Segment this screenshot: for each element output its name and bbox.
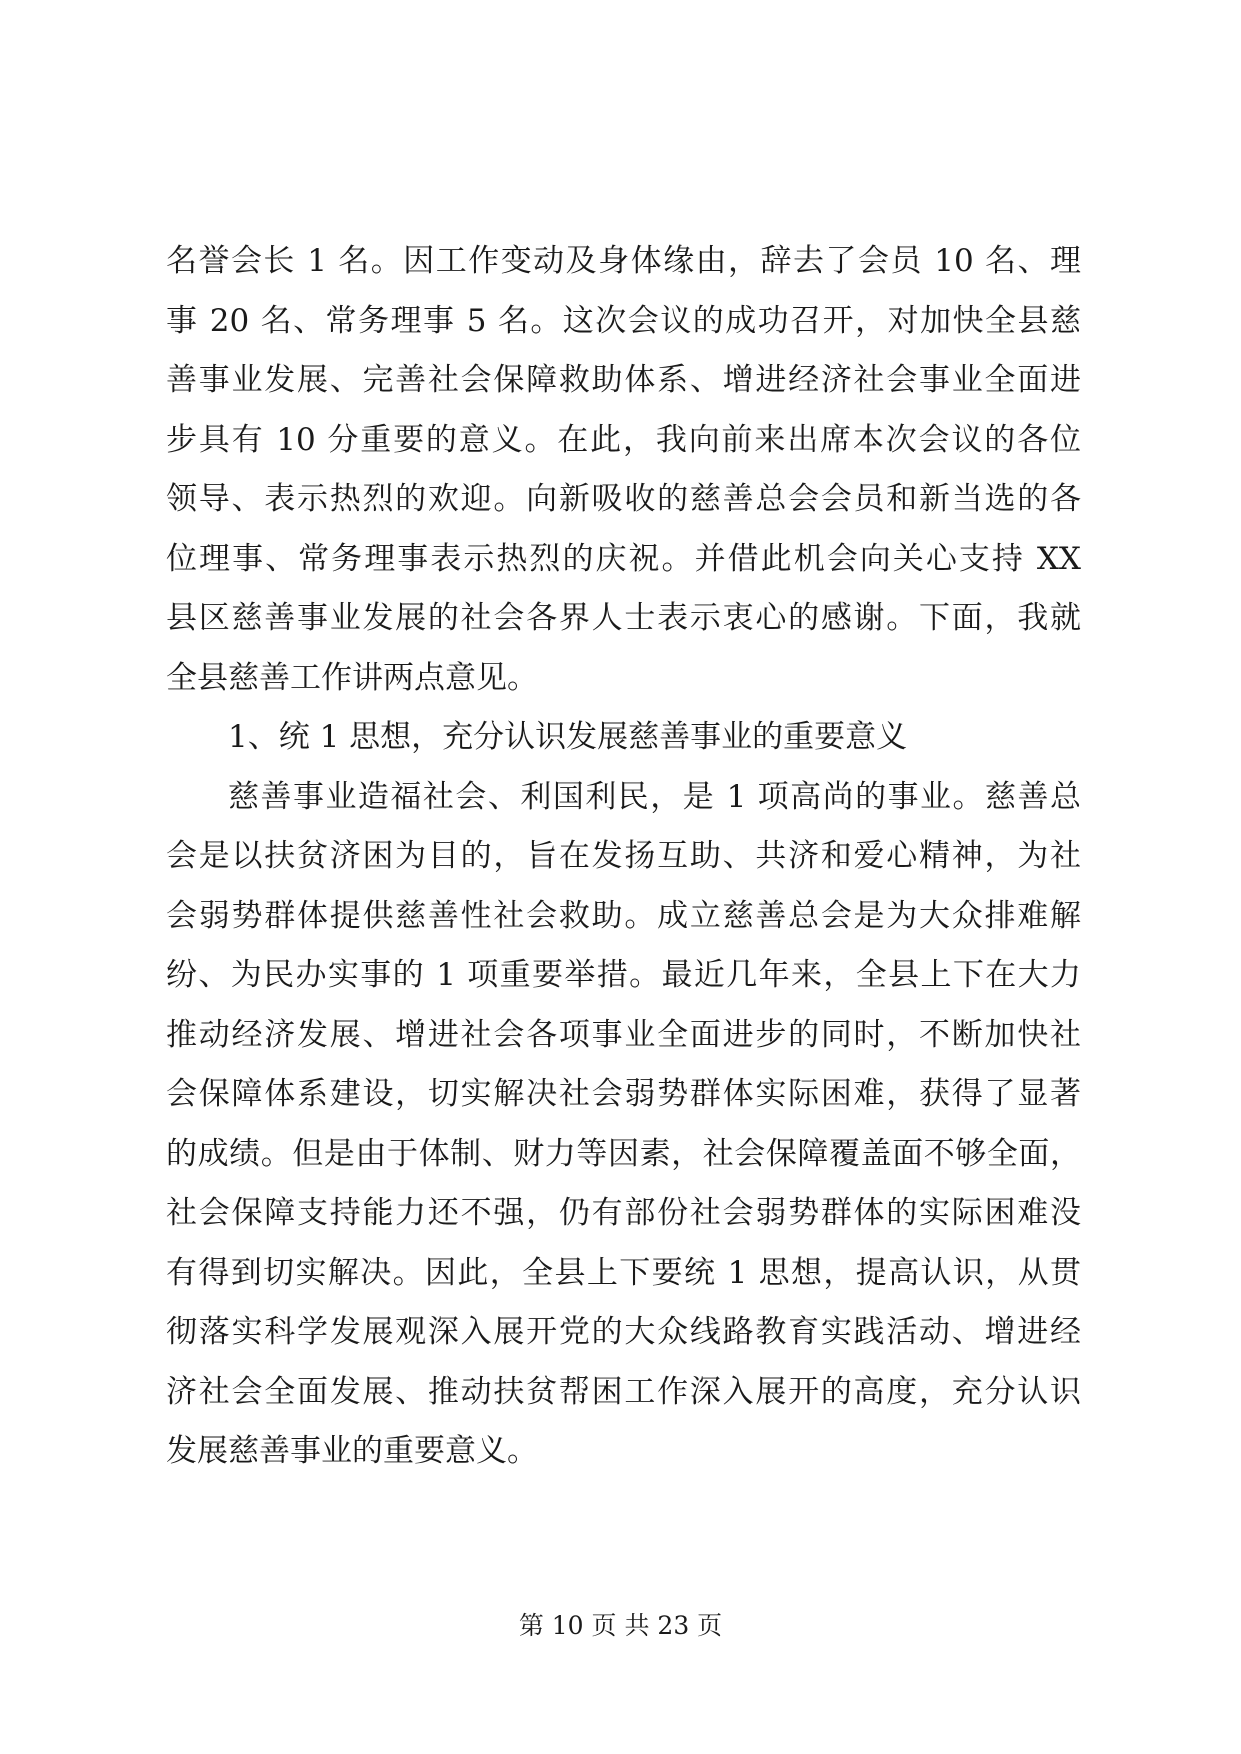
section-heading: 1、统 1 思想，充分认识发展慈善事业的重要意义: [228, 719, 908, 755]
text-line: 彻落实科学发展观深入展开党的大众线路教育实践活动、增进经: [166, 1314, 1081, 1350]
text-line: 名誉会长 1 名。因工作变动及身体缘由，辞去了会员 10 名、理: [166, 243, 1081, 279]
text-line: 会是以扶贫济困为目的，旨在发扬互助、共济和爱心精神，为社: [166, 838, 1081, 874]
text-line: 领导、表示热烈的欢迎。向新吸收的慈善总会会员和新当选的各: [166, 481, 1081, 517]
page-number-footer: 第 10 页 共 23 页: [518, 1611, 723, 1640]
text-line: 发展慈善事业的重要意义。: [166, 1433, 538, 1469]
text-line: 会保障体系建设，切实解决社会弱势群体实际困难，获得了显著: [166, 1076, 1081, 1112]
text-line: 位理事、常务理事表示热烈的庆祝。并借此机会向关心支持 XX: [166, 540, 1081, 577]
text-line: 的成绩。但是由于体制、财力等因素，社会保障覆盖面不够全面，: [166, 1135, 1081, 1172]
text-line: 事 20 名、常务理事 5 名。这次会议的成功召开，对加快全县慈: [166, 302, 1081, 339]
text-line: 纷、为民办实事的 1 项重要举措。最近几年来，全县上下在大力: [166, 957, 1081, 993]
text-line: 善事业发展、完善社会保障救助体系、增进经济社会事业全面进: [166, 362, 1081, 398]
text-line: 会弱势群体提供慈善性社会救助。成立慈善总会是为大众排难解: [166, 897, 1081, 934]
document-body: [166, 232, 1081, 1482]
text-line: 全县慈善工作讲两点意见。: [166, 659, 538, 696]
text-line: 步具有 10 分重要的意义。在此，我向前来出席本次会议的各位: [166, 421, 1081, 458]
text-line: 社会保障支持能力还不强，仍有部份社会弱势群体的实际困难没: [166, 1195, 1081, 1231]
text-line: 有得到切实解决。因此，全县上下要统 1 思想，提高认识，从贯: [166, 1254, 1081, 1291]
text-line: 慈善事业造福社会、利国利民，是 1 项高尚的事业。慈善总: [228, 778, 1081, 815]
text-line: 县区慈善事业发展的社会各界人士表示衷心的感谢。下面，我就: [166, 600, 1081, 636]
text-line: 推动经济发展、增进社会各项事业全面进步的同时，不断加快社: [166, 1016, 1081, 1053]
text-line: 济社会全面发展、推动扶贫帮困工作深入展开的高度，充分认识: [166, 1373, 1081, 1410]
